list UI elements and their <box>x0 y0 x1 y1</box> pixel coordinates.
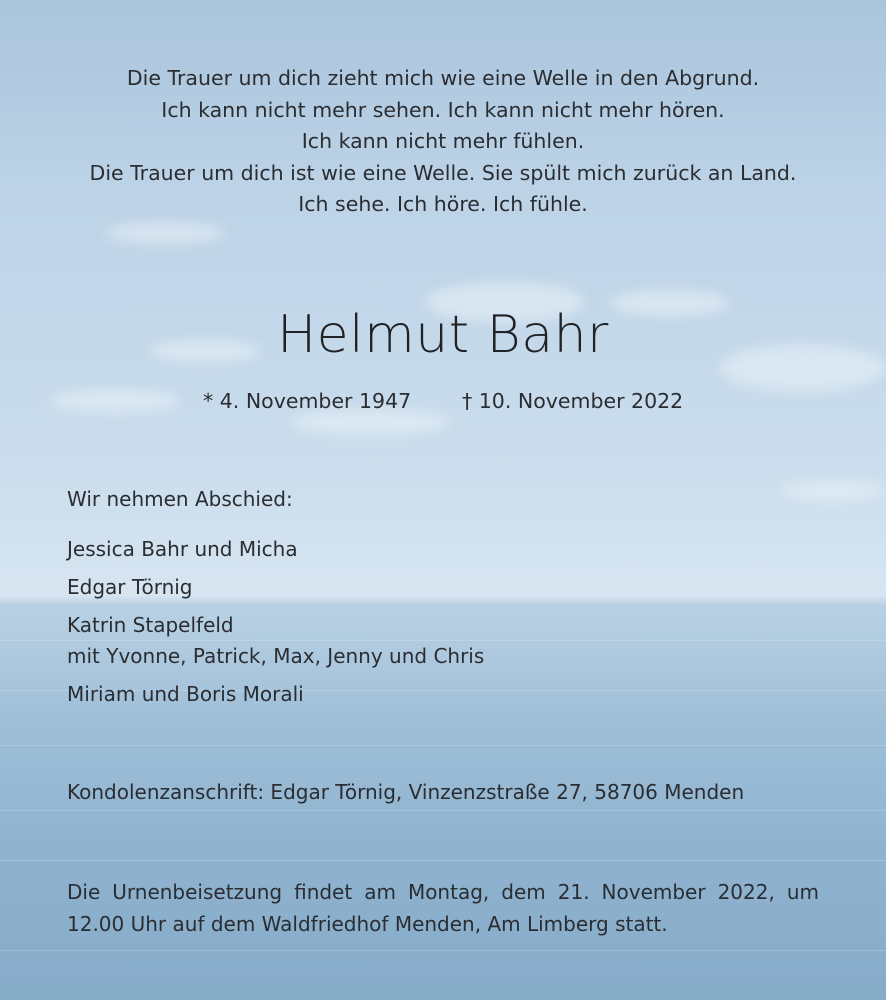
mourner: Miriam und Boris Morali <box>67 682 304 706</box>
condolence-address: Kondolenzanschrift: Edgar Törnig, Vinzenzstraße 27, 58706 Menden <box>67 780 745 804</box>
death-date: † 10. November 2022 <box>462 389 684 413</box>
burial-notice <box>67 876 819 940</box>
mourner: Edgar Törnig <box>67 575 193 599</box>
mourner-family: mit Yvonne, Patrick, Max, Jenny und Chris <box>67 644 485 668</box>
poem-line: Die Trauer um dich zieht mich wie eine Welle in den Abgrund. <box>126 66 760 90</box>
poem-line: Ich kann nicht mehr sehen. Ich kann nicht mehr hören. <box>161 97 725 122</box>
poem-line: Die Trauer um dich ist wie eine Welle. Sie spült mich zurück an Land. <box>89 160 797 185</box>
farewell-heading: Wir nehmen Abschied: <box>67 487 293 511</box>
poem-line: Ich sehe. Ich höre. Ich fühle. <box>298 192 588 216</box>
poem <box>0 63 886 221</box>
mourner: Jessica Bahr und Micha <box>67 537 298 561</box>
deceased-name: Helmut Bahr <box>277 305 609 365</box>
birth-date: * 4. November 1947 <box>203 389 412 413</box>
burial-notice-line: 12.00 Uhr auf dem Waldfriedhof Menden, Am Limberg statt. <box>67 912 668 936</box>
poem-line: Ich kann nicht mehr fühlen. <box>301 129 585 153</box>
mourner: Katrin Stapelfeld <box>67 613 234 637</box>
burial-notice-line: Die Urnenbeisetzung findet am Montag, dem 21. November 2022, um <box>67 880 819 904</box>
